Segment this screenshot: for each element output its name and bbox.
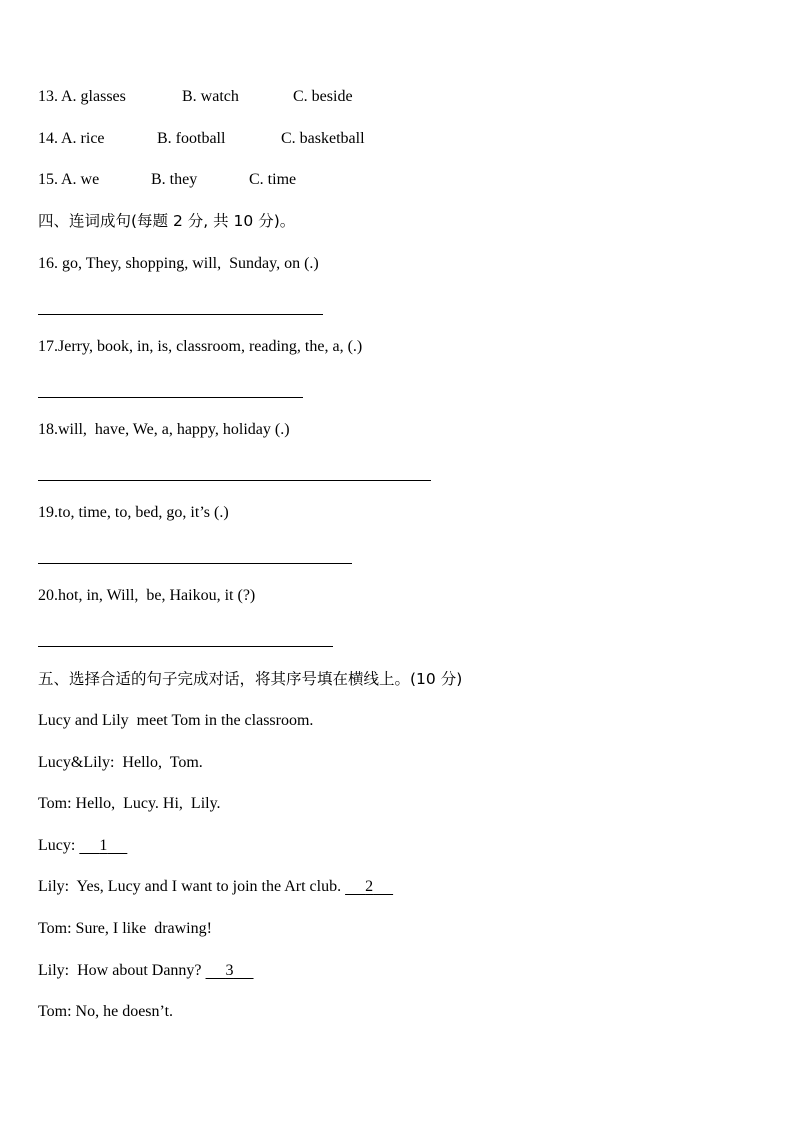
choice-number: 14.	[38, 130, 58, 147]
blank-number: 1	[99, 837, 108, 854]
dialogue-line-7	[38, 1002, 173, 1022]
dialogue-text: Tom: No, he doesn’t.	[38, 1003, 174, 1020]
answer-line-16[interactable]	[38, 314, 323, 315]
option-c: C. basketball	[281, 130, 365, 147]
answer-line-18[interactable]	[38, 480, 431, 481]
choice-number: 13.	[38, 88, 58, 105]
dialogue-line-1	[38, 753, 203, 773]
dialogue-line-5	[38, 919, 212, 939]
dialogue-line-6	[38, 961, 254, 981]
choice-number: 15.	[38, 171, 58, 188]
sentence-item-16: 16. go, They, shopping, will, Sunday, on (.)	[38, 255, 319, 272]
answer-line-17[interactable]	[38, 397, 303, 398]
dialogue-text: Tom: Sure, I like drawing!	[38, 920, 212, 937]
dialogue-text: Lucy&Lily: Hello, Tom.	[38, 754, 203, 771]
option-a: A. we	[61, 171, 100, 188]
option-b: B. football	[157, 130, 226, 147]
dialogue-text: Tom: Hello, Lucy. Hi, Lily.	[38, 795, 221, 812]
dialogue-text: Lily: Yes, Lucy and I want to join the Art club.	[38, 878, 346, 895]
section-5-heading: 五、选择合适的句子完成对话，将其序号填在横线上。(10 分)	[38, 670, 463, 688]
option-b: B. watch	[182, 88, 239, 105]
answer-line-19[interactable]	[38, 563, 352, 564]
option-c: C. time	[249, 171, 297, 188]
blank-number: 3	[225, 962, 234, 979]
dialogue-line-3	[38, 836, 127, 856]
sentence-item-17: 17.Jerry, book, in, is, classroom, reading, the, a, (.)	[38, 338, 363, 355]
answer-blank-3[interactable]	[206, 962, 254, 979]
dialogue-line-4	[38, 877, 393, 897]
dialogue-line-2	[38, 794, 221, 814]
sentence-item-19: 19.to, time, to, bed, go, it’s (.)	[38, 504, 229, 521]
sentence-item-20: 20.hot, in, Will, be, Haikou, it (?)	[38, 587, 256, 604]
option-a: A. glasses	[61, 88, 126, 105]
option-b: B. they	[151, 171, 198, 188]
blank-number: 2	[365, 878, 374, 895]
dialogue-text: Lily: How about Danny?	[38, 962, 206, 979]
answer-line-20[interactable]	[38, 646, 333, 647]
sentence-item-18: 18.will, have, We, a, happy, holiday (.)	[38, 421, 290, 438]
answer-blank-2[interactable]	[345, 878, 393, 895]
answer-blank-1[interactable]	[79, 837, 127, 854]
dialogue-text: Lucy:	[38, 837, 80, 854]
option-c: C. beside	[293, 88, 353, 105]
option-a: A. rice	[61, 130, 105, 147]
dialogue-intro: Lucy and Lily meet Tom in the classroom.	[38, 712, 314, 729]
section-4-heading: 四、连词成句(每题 2 分, 共 10 分)。	[38, 212, 296, 230]
